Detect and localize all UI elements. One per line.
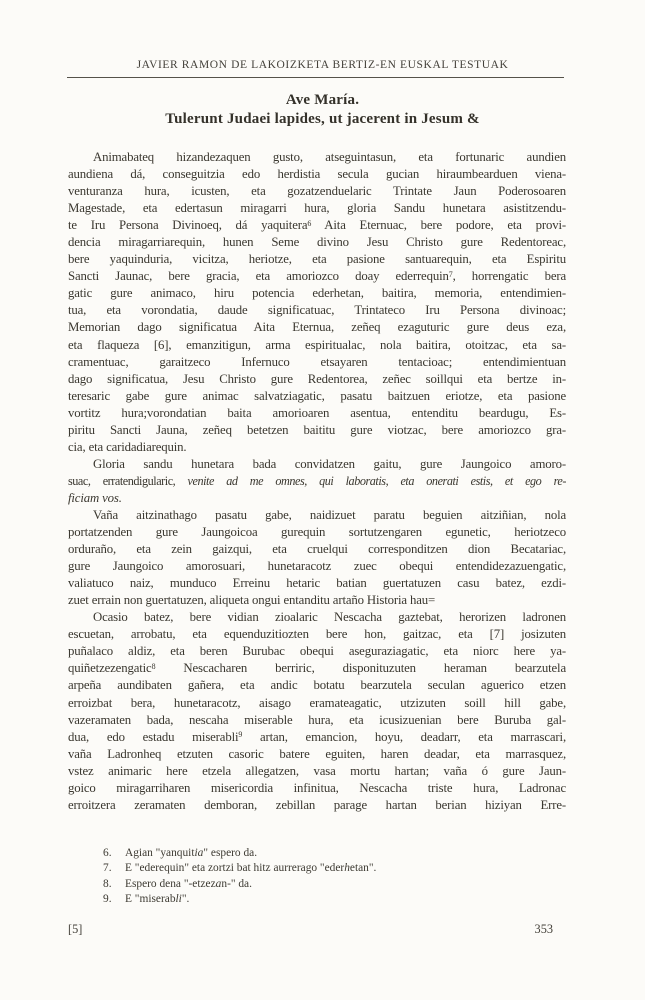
text-segment: zuet errain non guertatuzen, aliqueta ongui entanditu artaño Historia hau=	[68, 593, 436, 608]
italic-text: ficiam vos.	[68, 490, 122, 505]
text-line	[68, 712, 566, 729]
text-line	[68, 285, 566, 302]
footnote	[103, 877, 543, 892]
italic-text: a	[215, 877, 222, 890]
text-segment: etan".	[349, 862, 377, 875]
text-segment: Magestade, eta edertasun miragarri hura, gloria Sandu hunetara asistitzendu-	[68, 201, 566, 216]
text-segment: erroitzera zeramaten demboran, zebillan parage hartan berian hiziyan Erre-	[68, 797, 566, 812]
footnote-text	[125, 846, 543, 861]
text-segment: , horrengatic bera	[452, 269, 566, 284]
text-line	[68, 609, 566, 626]
text-line	[68, 797, 566, 814]
text-line	[68, 541, 566, 558]
footnote	[103, 861, 543, 876]
text-segment: goico miragarriharen misericordia infinitua, Nescacha triste hura, Ladronac	[68, 780, 566, 795]
text-segment: gatic gure animaco, hiru potencia ederhetan, baitira, memoria, entendimien-	[68, 286, 566, 301]
text-line	[68, 490, 566, 507]
text-line	[68, 217, 566, 234]
text-segment: valiatuco naiz, munduco Erreinu hetaric batian guertatuzen casu batez, ezdi-	[68, 576, 566, 591]
italic-text: ia	[194, 847, 204, 859]
text-segment: dago significatua, Jesu Christo gure Redentorea, zeñec soillqui eta bertze in-	[68, 371, 566, 386]
text-line	[68, 319, 566, 336]
text-line	[68, 473, 566, 490]
text-line	[68, 439, 566, 456]
text-segment: E "miserab	[125, 892, 176, 905]
text-segment: erroizbat bera, hunetaracotz, aisago eramateagatic, utzizuten soill hill gabe,	[68, 695, 566, 710]
text-line	[68, 746, 566, 763]
page-number: 353	[534, 922, 553, 936]
page-signature-mark: [5]	[68, 922, 83, 936]
text-line	[68, 371, 566, 388]
text-segment: Animabateq hizandezaquen gusto, atseguintasun, eta fortunaric aundien	[93, 150, 566, 164]
footnote-number: 7.	[103, 862, 112, 875]
text-segment: arpeña aundibaten gañera, eta andic botatu bearzutela seculan aguerico etzen	[68, 678, 566, 693]
text-segment: Nescacharen berriric, disponituzuten heraman bearzutela	[155, 661, 566, 676]
italic-text: h	[344, 862, 350, 875]
paragraph	[68, 456, 566, 507]
text-line	[68, 200, 566, 217]
footnote-text	[125, 861, 543, 876]
body-text	[68, 149, 566, 814]
text-segment: Aita Eternuac, bere podore, eta provi-	[311, 218, 566, 233]
text-segment: Sancti Jaunac, bere gracia, eta amoriozco doay ederrequin	[68, 269, 449, 284]
text-line	[68, 388, 566, 405]
text-segment: Ocasio batez, bere vidian zioalaric Nescacha gaztebat, herorizen ladronen	[93, 610, 566, 625]
footnote-reference: 7	[448, 269, 453, 279]
footnote	[103, 892, 543, 907]
text-line	[68, 729, 566, 746]
text-line	[68, 234, 566, 251]
text-segment: piritu Sancti Jauna, zeñeq betetzen baititu gure viotzac, bere amoriozco gra-	[68, 422, 566, 437]
paragraph	[68, 507, 566, 609]
text-segment: venturanza hura, icusten, eta gozatzenduelaric Trintate Jaun Poderosoaren	[68, 184, 566, 199]
footnote-reference: 9	[238, 730, 243, 740]
text-segment: vstez animaric here etzela allegatzen, vasa mortu hartan; vaña ó gure Jaun-	[68, 763, 566, 778]
text-line	[68, 268, 566, 285]
text-line	[68, 183, 566, 200]
text-segment: ".	[181, 892, 190, 905]
text-segment: portatzenden gure Jaungoicoa gurequin sortutzengaren egunetic, heriotzeco	[68, 525, 566, 540]
footnote-number: 9.	[103, 892, 112, 905]
text-line	[68, 251, 566, 268]
text-line	[68, 507, 566, 524]
footnote	[103, 846, 543, 861]
text-segment: cramentuac, garaitzeco Infernuco etsayaren tentacioac; entendimientuan	[68, 354, 566, 369]
page-subtitle: Tulerunt Judaei lapides, ut jacerent in Jesum &	[165, 110, 480, 127]
text-line	[68, 695, 566, 712]
footnote-text	[125, 892, 543, 907]
text-line	[68, 456, 566, 473]
paragraph	[68, 609, 566, 814]
text-line	[68, 660, 566, 677]
text-segment: aundiena dá, conseguitzia edo herdistia secula gucian hiraumbearduen viena-	[68, 167, 566, 182]
text-line	[68, 166, 566, 183]
text-segment: vortitz hura;vorondatian baita amorioaren asentua, entenditu beardugu, Es-	[68, 405, 566, 420]
text-segment: quiñetzezengatic	[68, 661, 152, 676]
text-line	[68, 422, 566, 439]
text-line	[68, 405, 566, 422]
text-segment: eta flaqueza [6], emanzitigun, arma espiritualac, nola baitira, otoitzac, eta sa-	[68, 337, 566, 352]
italic-text: venite ad me omnes, qui laboratis, eta onerati estis, et ego re-	[187, 473, 566, 488]
text-segment: suac, erratendigularic,	[68, 473, 188, 488]
footnote-text	[125, 877, 543, 892]
text-segment: vazeramaten bada, nescaha miserable hura, eta icusizuenian bere Buruba gal-	[68, 712, 566, 727]
text-segment: dua, edo estadu miserabli	[68, 729, 239, 744]
text-line	[68, 677, 566, 694]
paragraph	[68, 149, 566, 456]
text-line	[68, 149, 566, 166]
text-segment: artan, emancion, hoyu, deadarr, eta marrascari,	[242, 729, 566, 744]
text-segment: tua, eta vorondatia, daude significatuac, Trintateco Iru Persona divinoac;	[68, 303, 566, 318]
text-line	[68, 780, 566, 797]
text-line	[68, 592, 566, 609]
text-segment: " espero da.	[203, 847, 258, 859]
text-segment: Gloria sandu hunetara bada convidatzen gaitu, gure Jaungoico amoro-	[93, 456, 566, 471]
text-segment: n-" da.	[221, 877, 252, 890]
text-segment: E "ederequin" eta zortzi bat hitz aurrerago "eder	[125, 862, 345, 875]
footnotes	[103, 846, 543, 907]
text-line	[68, 524, 566, 541]
text-line	[68, 575, 566, 592]
text-segment: teresaric gabe gure animac salvatziagatic, pasatu baitzuen eriotze, eta pasione	[68, 388, 566, 403]
text-line	[68, 354, 566, 371]
running-header: JAVIER RAMON DE LAKOIZKETA BERTIZ-EN EUSKAL TESTUAK	[136, 59, 509, 71]
page-title: Ave María.	[285, 92, 360, 108]
italic-text: li	[175, 892, 182, 905]
text-line	[68, 643, 566, 660]
text-segment: bere yaquinduria, vicitza, heriotze, eta pasione santuarequin, eta Espiritu	[68, 252, 566, 267]
text-line	[68, 302, 566, 319]
text-segment: escuetan, arrobatu, eta equenduzitiozten bere hon, gaitzac, eta [7] josizuten	[68, 627, 566, 642]
text-segment: Espero dena "-etzez	[125, 877, 216, 890]
text-segment: Memorian dago significatua Aita Eternua, zeñeq ezaguturic gure deus eza,	[68, 320, 566, 335]
text-line	[68, 626, 566, 643]
footnote-reference: 6	[307, 218, 312, 228]
footnote-number: 8.	[103, 877, 112, 890]
text-segment: dencia miragarriarequin, hunen Seme divino Jesu Christo gure Redentoreac,	[68, 235, 566, 250]
text-segment: gure Jaungoico amorosuari, hunetaracotz zuec obequi entendidezazuengatic,	[68, 559, 566, 574]
title-block	[0, 91, 645, 128]
text-segment: cia, eta caridadiarequin.	[68, 439, 187, 454]
text-segment: Vaña aitzinathago pasatu gabe, naidizuet paratu beguien aitziñian, nola	[93, 507, 566, 522]
text-segment: orduraño, eta zein gaizqui, eta cruelqui corresponditzen dion Becatariac,	[68, 542, 566, 557]
text-segment: vaña Ladronheq etzuten casoric batere eguiten, haren deadar, eta marrasquez,	[68, 746, 566, 761]
text-segment: te Iru Persona Divinoeq, dá yaquitera	[68, 218, 308, 233]
text-segment: puñalaco aldiz, eta beren Burubac obequi aseguraziagatic, eta niorc here ya-	[68, 644, 566, 659]
text-segment: Agian "yanquit	[125, 847, 195, 859]
text-line	[68, 558, 566, 575]
footnote-reference: 8	[151, 661, 156, 671]
header-rule	[67, 77, 564, 78]
text-line	[68, 337, 566, 354]
text-line	[68, 763, 566, 780]
footnote-number: 6.	[103, 847, 112, 859]
